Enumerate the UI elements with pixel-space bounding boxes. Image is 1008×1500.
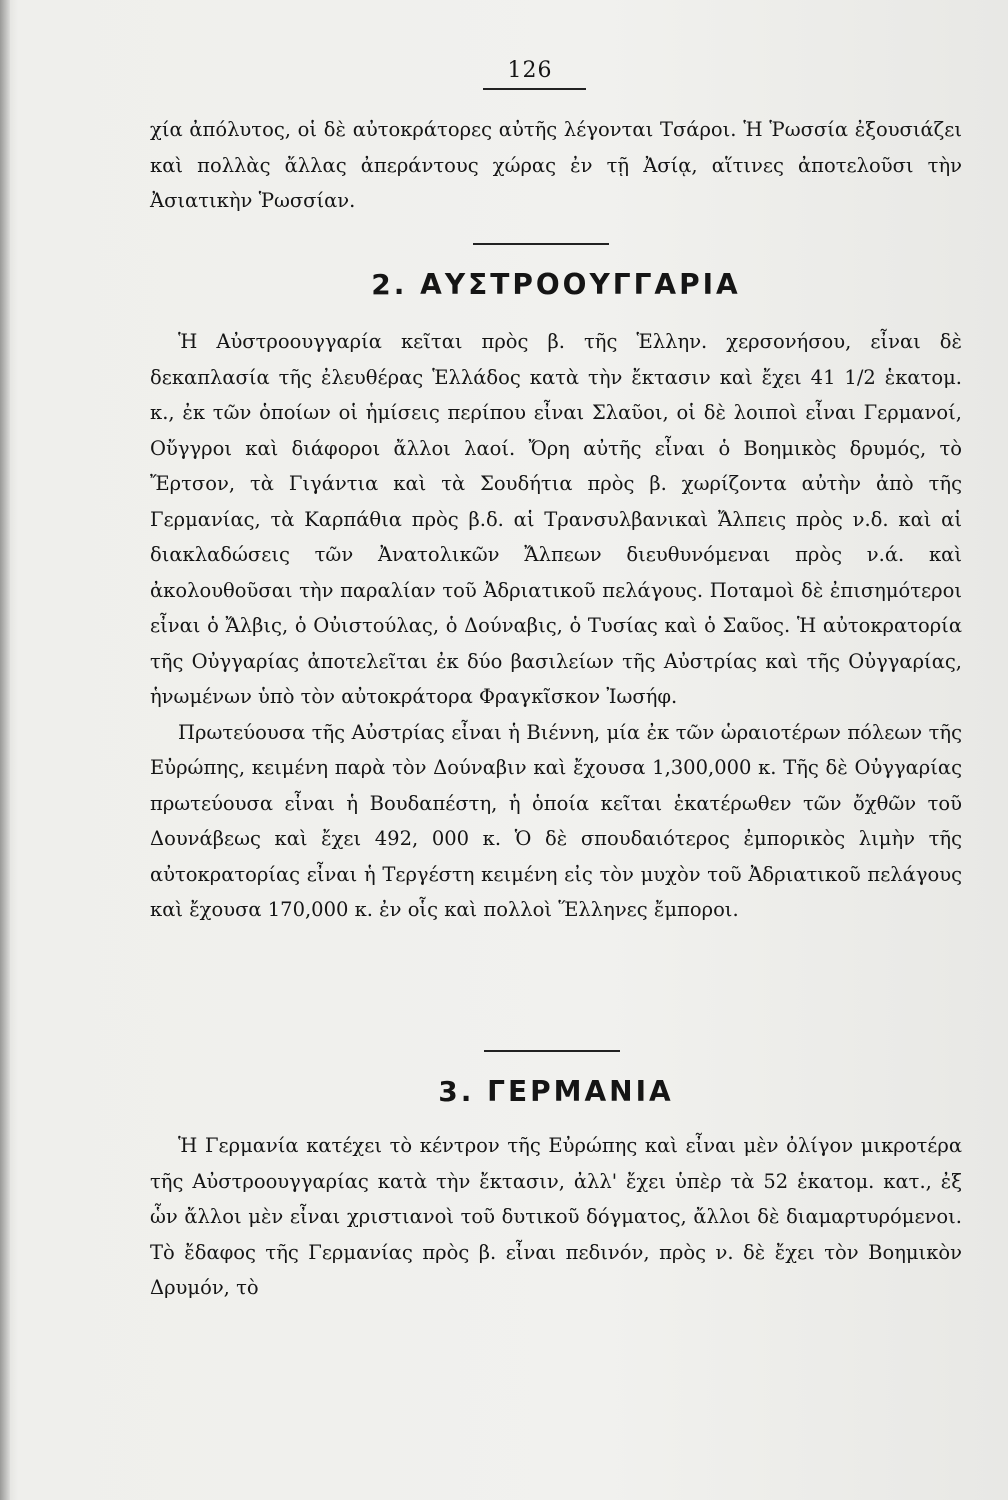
page-number-rule (483, 88, 586, 90)
section-germany-body (150, 1128, 962, 1306)
section-austria-hungary-body (150, 324, 962, 928)
austria-hungary-paragraph-2: Πρωτεύουσα τῆς Αὐστρίας εἶναι ἡ Βιέννη, μία ἐκ τῶν ὡραιοτέρων πόλεων τῆς Εὐρώπης, κειμένη παρὰ τὸν Δούναβιν καὶ ἔχουσα 1,300,000 κ. Τῆς δὲ Οὐγγαρίας πρωτεύουσα εἶναι ἡ Βουδαπέστη, ἡ ὁποία κεῖται ἑκατέρωθεν τῶν ὄχθῶν τοῦ Δουνάβεως καὶ ἔχει 492, 000 κ. Ὁ δὲ σπουδαιότερος ἐμπορικὸς λιμὴν τῆς αὐτοκρατορίας εἶναι ἡ Τεργέστη κειμένη εἰς τὸν μυχὸν τοῦ Ἀδριατικοῦ πελάγους καὶ ἔχουσα 170,000 κ. ἐν οἷς καὶ πολλοὶ Ἕλληνες ἔμποροι. (150, 720, 962, 921)
intro-paragraph-block (150, 112, 962, 219)
austria-hungary-paragraph-1: Ἡ Αὐστροουγγαρία κεῖται πρὸς β. τῆς Ἑλλην. χερσονήσου, εἶναι δὲ δεκαπλασία τῆς ἐλευθέρας Ἑλλάδος κατὰ τὴν ἔκτασιν καὶ ἔχει 41 1/2 ἑκατομ. κ., ἐκ τῶν ὁποίων οἱ ἡμίσεις περίπου εἶναι Σλαῦοι, οἱ δὲ λοιποὶ εἶναι Γερμανοί, Οὔγγροι καὶ διάφοροι ἄλλοι λαοί. Ὄρη αὐτῆς εἶναι ὁ Βοημικὸς δρυμός, τὸ Ἔρτσον, τὰ Γιγάντια καὶ τὰ Σουδήτια πρὸς β. χωρίζοντα αὐτὴν ἀπὸ τῆς Γερμανίας, τὰ Καρπάθια πρὸς β.δ. αἱ Τρανσυλβανικαὶ Ἄλπεις πρὸς ν.δ. καὶ αἱ διακλαδώσεις τῶν Ἀνατολικῶν Ἄλπεων διευθυνόμεναι πρὸς ν.ά. καὶ ἀκολουθοῦσαι τὴν παραλίαν τοῦ Ἀδριατικοῦ πελάγους. Ποταμοὶ δὲ ἐπισημότεροι εἶναι ὁ Ἄλβις, ὁ Οὐιστούλας, ὁ Δούναβις, ὁ Τυσίας καὶ ὁ Σαῦος. Ἡ αὐτοκρατορία τῆς Οὐγγαρίας ἀποτελεῖται ἐκ δύο βασιλείων τῆς Αὐστρίας καὶ τῆς Οὐγγαρίας, ἡνωμένων ὑπὸ τὸν αὐτοκράτορα Φραγκῖσκον Ἰωσήφ. (150, 330, 962, 708)
section-title-austria-hungary: 2. ΑΥΣΤΡΟΟΥΓΓΑΡΙΑ (371, 268, 741, 301)
section-divider (484, 1050, 620, 1052)
section-title-germany: 3. ΓΕΡΜΑΝΙΑ (438, 1075, 674, 1108)
germany-paragraph-1: Ἡ Γερμανία κατέχει τὸ κέντρον τῆς Εὐρώπης καὶ εἶναι μὲν ὀλίγον μικροτέρα τῆς Αὐστροουγγαρίας κατὰ τὴν ἔκτασιν, ἀλλ' ἔχει ὑπὲρ τὰ 52 ἑκατομ. κατ., ἐξ ὧν ἄλλοι μὲν εἶναι χριστιανοὶ τοῦ δυτικοῦ δόγματος, ἄλλοι δὲ διαμαρτυρόμενοι. Τὸ ἔδαφος τῆς Γερμανίας πρὸς β. εἶναι πεδινόν, πρὸς ν. δὲ ἔχει τὸν Βοημικὸν Δρυμόν, τὸ (150, 1134, 962, 1299)
page-binding-edge (0, 0, 10, 1500)
intro-paragraph: χία ἀπόλυτος, οἱ δὲ αὐτοκράτορες αὐτῆς λέγονται Τσάροι. Ἡ Ῥωσσία ἐξουσιάζει καὶ πολλὰς ἄλλας ἀπεράντους χώρας ἐν τῇ Ἀσίᾳ, αἵτινες ἀποτελοῦσι τὴν Ἀσιατικὴν Ῥωσσίαν. (150, 118, 962, 212)
section-divider (473, 243, 609, 245)
page-number: 126 (507, 58, 553, 83)
